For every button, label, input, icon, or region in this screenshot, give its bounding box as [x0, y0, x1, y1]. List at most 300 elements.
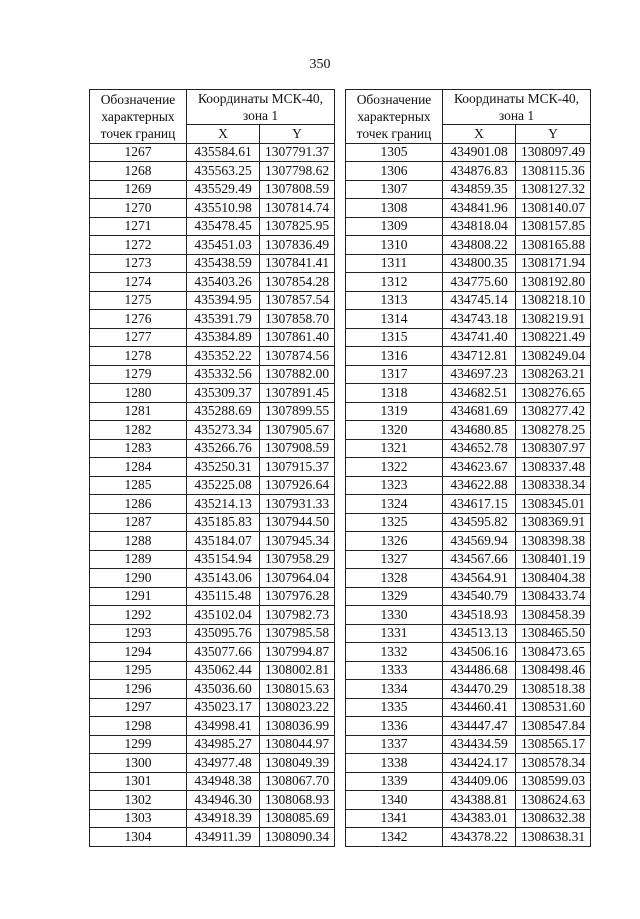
point-id-cell: 1268 — [90, 162, 187, 181]
point-id-cell: 1293 — [90, 624, 187, 643]
y-cell: 1308249.04 — [516, 347, 591, 366]
table-row — [90, 421, 335, 440]
table-row — [90, 310, 335, 329]
point-id-cell: 1333 — [346, 661, 443, 680]
y-cell: 1307915.37 — [260, 458, 335, 477]
x-cell: 434518.93 — [443, 606, 516, 625]
y-cell: 1308369.91 — [516, 513, 591, 532]
table-row — [346, 439, 591, 458]
y-cell: 1308624.63 — [516, 791, 591, 810]
y-cell: 1308547.84 — [516, 717, 591, 736]
x-cell: 435438.59 — [187, 254, 260, 273]
point-id-cell: 1282 — [90, 421, 187, 440]
coordinates-table-right — [345, 89, 591, 847]
y-cell: 1308638.31 — [516, 828, 591, 847]
y-cell: 1307858.70 — [260, 310, 335, 329]
x-cell: 435309.37 — [187, 384, 260, 403]
x-cell: 435451.03 — [187, 236, 260, 255]
x-cell: 434841.96 — [443, 199, 516, 218]
point-id-cell: 1278 — [90, 347, 187, 366]
y-cell: 1308565.17 — [516, 735, 591, 754]
x-cell: 435288.69 — [187, 402, 260, 421]
point-id-cell: 1327 — [346, 550, 443, 569]
point-id-cell: 1341 — [346, 809, 443, 828]
y-cell: 1308578.34 — [516, 754, 591, 773]
point-id-cell: 1339 — [346, 772, 443, 791]
point-id-cell: 1314 — [346, 310, 443, 329]
y-cell: 1307861.40 — [260, 328, 335, 347]
y-cell: 1307891.45 — [260, 384, 335, 403]
table-row — [90, 495, 335, 514]
point-id-cell: 1284 — [90, 458, 187, 477]
table-row — [90, 717, 335, 736]
table-row — [346, 587, 591, 606]
point-id-cell: 1317 — [346, 365, 443, 384]
x-cell: 434712.81 — [443, 347, 516, 366]
header-x: X — [187, 125, 260, 144]
x-cell: 435102.04 — [187, 606, 260, 625]
point-id-cell: 1270 — [90, 199, 187, 218]
table-row — [346, 365, 591, 384]
y-cell: 1308192.80 — [516, 273, 591, 292]
x-cell: 434808.22 — [443, 236, 516, 255]
x-cell: 434911.39 — [187, 828, 260, 847]
y-cell: 1308518.38 — [516, 680, 591, 699]
point-id-cell: 1323 — [346, 476, 443, 495]
point-id-cell: 1276 — [90, 310, 187, 329]
y-cell: 1308531.60 — [516, 698, 591, 717]
x-cell: 434745.14 — [443, 291, 516, 310]
x-cell: 435529.49 — [187, 180, 260, 199]
point-id-cell: 1304 — [90, 828, 187, 847]
point-id-cell: 1313 — [346, 291, 443, 310]
table-row — [90, 754, 335, 773]
table-row — [90, 476, 335, 495]
x-cell: 434998.41 — [187, 717, 260, 736]
table-row — [90, 347, 335, 366]
x-cell: 434388.81 — [443, 791, 516, 810]
point-id-cell: 1298 — [90, 717, 187, 736]
table-row — [346, 254, 591, 273]
x-cell: 434447.47 — [443, 717, 516, 736]
x-cell: 434682.51 — [443, 384, 516, 403]
y-cell: 1308632.38 — [516, 809, 591, 828]
table-row — [90, 162, 335, 181]
y-cell: 1308398.38 — [516, 532, 591, 551]
x-cell: 434567.66 — [443, 550, 516, 569]
y-cell: 1307985.58 — [260, 624, 335, 643]
y-cell: 1308433.74 — [516, 587, 591, 606]
point-id-cell: 1307 — [346, 180, 443, 199]
table-row — [346, 291, 591, 310]
x-cell: 435023.17 — [187, 698, 260, 717]
point-id-cell: 1301 — [90, 772, 187, 791]
point-id-cell: 1330 — [346, 606, 443, 625]
y-cell: 1307814.74 — [260, 199, 335, 218]
table-row — [90, 661, 335, 680]
x-cell: 434876.83 — [443, 162, 516, 181]
y-cell: 1307841.41 — [260, 254, 335, 273]
y-cell: 1308219.91 — [516, 310, 591, 329]
point-id-cell: 1289 — [90, 550, 187, 569]
point-id-cell: 1303 — [90, 809, 187, 828]
x-cell: 435154.94 — [187, 550, 260, 569]
y-cell: 1308401.19 — [516, 550, 591, 569]
header-point-designation: Обозначение характерных точек границ — [346, 90, 443, 144]
page-number: 350 — [309, 57, 331, 72]
x-cell: 434743.18 — [443, 310, 516, 329]
table-row — [90, 606, 335, 625]
y-cell: 1307982.73 — [260, 606, 335, 625]
table-row — [90, 532, 335, 551]
table-row — [346, 495, 591, 514]
table-row — [346, 310, 591, 329]
x-cell: 434470.29 — [443, 680, 516, 699]
x-cell: 435214.13 — [187, 495, 260, 514]
point-id-cell: 1275 — [90, 291, 187, 310]
point-id-cell: 1338 — [346, 754, 443, 773]
point-id-cell: 1297 — [90, 698, 187, 717]
x-cell: 435478.45 — [187, 217, 260, 236]
point-id-cell: 1296 — [90, 680, 187, 699]
x-cell: 434506.16 — [443, 643, 516, 662]
header-y: Y — [260, 125, 335, 144]
table-row — [346, 217, 591, 236]
y-cell: 1307857.54 — [260, 291, 335, 310]
y-cell: 1308115.36 — [516, 162, 591, 181]
point-id-cell: 1300 — [90, 754, 187, 773]
y-cell: 1308263.21 — [516, 365, 591, 384]
table-row — [346, 162, 591, 181]
table-row — [346, 458, 591, 477]
x-cell: 435563.25 — [187, 162, 260, 181]
table-row — [346, 680, 591, 699]
table-row — [346, 828, 591, 847]
table-row — [90, 791, 335, 810]
table-row — [90, 458, 335, 477]
y-cell: 1307836.49 — [260, 236, 335, 255]
point-id-cell: 1326 — [346, 532, 443, 551]
table-row — [90, 217, 335, 236]
point-id-cell: 1271 — [90, 217, 187, 236]
x-cell: 434680.85 — [443, 421, 516, 440]
x-cell: 434383.01 — [443, 809, 516, 828]
table-row — [346, 143, 591, 162]
y-cell: 1307808.59 — [260, 180, 335, 199]
point-id-cell: 1292 — [90, 606, 187, 625]
y-cell: 1308404.38 — [516, 569, 591, 588]
point-id-cell: 1291 — [90, 587, 187, 606]
point-id-cell: 1340 — [346, 791, 443, 810]
x-cell: 434622.88 — [443, 476, 516, 495]
table-row — [90, 698, 335, 717]
point-id-cell: 1274 — [90, 273, 187, 292]
x-cell: 434818.04 — [443, 217, 516, 236]
x-cell: 434409.06 — [443, 772, 516, 791]
point-id-cell: 1334 — [346, 680, 443, 699]
y-cell: 1308458.39 — [516, 606, 591, 625]
point-id-cell: 1299 — [90, 735, 187, 754]
x-cell: 434800.35 — [443, 254, 516, 273]
x-cell: 434378.22 — [443, 828, 516, 847]
table-row — [346, 569, 591, 588]
y-cell: 1308015.63 — [260, 680, 335, 699]
y-cell: 1307958.29 — [260, 550, 335, 569]
table-row — [346, 476, 591, 495]
table-row — [346, 606, 591, 625]
x-cell: 435095.76 — [187, 624, 260, 643]
table-row — [90, 680, 335, 699]
point-id-cell: 1306 — [346, 162, 443, 181]
point-id-cell: 1319 — [346, 402, 443, 421]
point-id-cell: 1331 — [346, 624, 443, 643]
x-cell: 434460.41 — [443, 698, 516, 717]
x-cell: 435077.66 — [187, 643, 260, 662]
y-cell: 1308140.07 — [516, 199, 591, 218]
table-row — [346, 328, 591, 347]
x-cell: 434918.39 — [187, 809, 260, 828]
x-cell: 435510.98 — [187, 199, 260, 218]
x-cell: 435115.48 — [187, 587, 260, 606]
table-row — [346, 402, 591, 421]
y-cell: 1308044.97 — [260, 735, 335, 754]
table-row — [346, 661, 591, 680]
table-row — [90, 828, 335, 847]
point-id-cell: 1285 — [90, 476, 187, 495]
x-cell: 435273.34 — [187, 421, 260, 440]
x-cell: 435332.56 — [187, 365, 260, 384]
point-id-cell: 1325 — [346, 513, 443, 532]
table-row — [90, 550, 335, 569]
y-cell: 1307964.04 — [260, 569, 335, 588]
table-row — [90, 199, 335, 218]
y-cell: 1308068.93 — [260, 791, 335, 810]
point-id-cell: 1280 — [90, 384, 187, 403]
table-row — [346, 550, 591, 569]
table-row — [346, 735, 591, 754]
table-row — [346, 421, 591, 440]
point-id-cell: 1329 — [346, 587, 443, 606]
y-cell: 1308085.69 — [260, 809, 335, 828]
y-cell: 1307899.55 — [260, 402, 335, 421]
y-cell: 1307905.67 — [260, 421, 335, 440]
header-y: Y — [516, 125, 591, 144]
table-row — [90, 772, 335, 791]
x-cell: 434775.60 — [443, 273, 516, 292]
x-cell: 435036.60 — [187, 680, 260, 699]
table-row — [346, 180, 591, 199]
table-row — [90, 291, 335, 310]
table-row — [346, 199, 591, 218]
x-cell: 434741.40 — [443, 328, 516, 347]
point-id-cell: 1342 — [346, 828, 443, 847]
point-id-cell: 1287 — [90, 513, 187, 532]
point-id-cell: 1316 — [346, 347, 443, 366]
y-cell: 1308002.81 — [260, 661, 335, 680]
y-cell: 1308067.70 — [260, 772, 335, 791]
point-id-cell: 1312 — [346, 273, 443, 292]
y-cell: 1308276.65 — [516, 384, 591, 403]
point-id-cell: 1295 — [90, 661, 187, 680]
y-cell: 1308036.99 — [260, 717, 335, 736]
y-cell: 1307976.28 — [260, 587, 335, 606]
point-id-cell: 1279 — [90, 365, 187, 384]
y-cell: 1308218.10 — [516, 291, 591, 310]
table-row — [346, 236, 591, 255]
table-row — [90, 439, 335, 458]
x-cell: 434595.82 — [443, 513, 516, 532]
table-row — [90, 180, 335, 199]
point-id-cell: 1318 — [346, 384, 443, 403]
table-row — [90, 624, 335, 643]
x-cell: 435391.79 — [187, 310, 260, 329]
point-id-cell: 1290 — [90, 569, 187, 588]
y-cell: 1307931.33 — [260, 495, 335, 514]
table-row — [346, 513, 591, 532]
point-id-cell: 1315 — [346, 328, 443, 347]
table-row — [90, 365, 335, 384]
x-cell: 435225.08 — [187, 476, 260, 495]
point-id-cell: 1286 — [90, 495, 187, 514]
x-cell: 434617.15 — [443, 495, 516, 514]
y-cell: 1308157.85 — [516, 217, 591, 236]
x-cell: 434946.30 — [187, 791, 260, 810]
table-row — [346, 809, 591, 828]
x-cell: 434513.13 — [443, 624, 516, 643]
y-cell: 1307994.87 — [260, 643, 335, 662]
y-cell: 1308090.34 — [260, 828, 335, 847]
point-id-cell: 1309 — [346, 217, 443, 236]
coordinates-table-left — [89, 89, 335, 847]
x-cell: 435143.06 — [187, 569, 260, 588]
table-row — [90, 236, 335, 255]
x-cell: 435062.44 — [187, 661, 260, 680]
table-row — [346, 624, 591, 643]
table-row — [90, 402, 335, 421]
y-cell: 1308023.22 — [260, 698, 335, 717]
x-cell: 434486.68 — [443, 661, 516, 680]
x-cell: 434681.69 — [443, 402, 516, 421]
point-id-cell: 1302 — [90, 791, 187, 810]
y-cell: 1307791.37 — [260, 143, 335, 162]
point-id-cell: 1273 — [90, 254, 187, 273]
table-row — [346, 754, 591, 773]
x-cell: 435384.89 — [187, 328, 260, 347]
y-cell: 1308171.94 — [516, 254, 591, 273]
y-cell: 1308337.48 — [516, 458, 591, 477]
y-cell: 1308465.50 — [516, 624, 591, 643]
header-coordinates: Координаты МСК-40, зона 1 — [443, 90, 591, 125]
x-cell: 434985.27 — [187, 735, 260, 754]
table-row — [90, 513, 335, 532]
point-id-cell: 1267 — [90, 143, 187, 162]
point-id-cell: 1336 — [346, 717, 443, 736]
x-cell: 434859.35 — [443, 180, 516, 199]
header-x: X — [443, 125, 516, 144]
y-cell: 1308221.49 — [516, 328, 591, 347]
y-cell: 1308278.25 — [516, 421, 591, 440]
y-cell: 1307908.59 — [260, 439, 335, 458]
x-cell: 435403.26 — [187, 273, 260, 292]
x-cell: 435250.31 — [187, 458, 260, 477]
x-cell: 435266.76 — [187, 439, 260, 458]
table-row — [90, 735, 335, 754]
y-cell: 1308338.34 — [516, 476, 591, 495]
point-id-cell: 1335 — [346, 698, 443, 717]
y-cell: 1308049.39 — [260, 754, 335, 773]
y-cell: 1308127.32 — [516, 180, 591, 199]
table-row — [90, 273, 335, 292]
table-row — [346, 347, 591, 366]
y-cell: 1307854.28 — [260, 273, 335, 292]
y-cell: 1308165.88 — [516, 236, 591, 255]
y-cell: 1308097.49 — [516, 143, 591, 162]
header-coordinates: Координаты МСК-40, зона 1 — [187, 90, 335, 125]
table-row — [90, 384, 335, 403]
point-id-cell: 1332 — [346, 643, 443, 662]
x-cell: 434697.23 — [443, 365, 516, 384]
x-cell: 435584.61 — [187, 143, 260, 162]
table-row — [90, 328, 335, 347]
x-cell: 434623.67 — [443, 458, 516, 477]
x-cell: 434948.38 — [187, 772, 260, 791]
table-row — [346, 698, 591, 717]
x-cell: 435185.83 — [187, 513, 260, 532]
x-cell: 435394.95 — [187, 291, 260, 310]
x-cell: 434540.79 — [443, 587, 516, 606]
point-id-cell: 1324 — [346, 495, 443, 514]
y-cell: 1307926.64 — [260, 476, 335, 495]
x-cell: 435352.22 — [187, 347, 260, 366]
table-row — [90, 143, 335, 162]
point-id-cell: 1337 — [346, 735, 443, 754]
table-row — [346, 273, 591, 292]
y-cell: 1308277.42 — [516, 402, 591, 421]
x-cell: 434977.48 — [187, 754, 260, 773]
point-id-cell: 1294 — [90, 643, 187, 662]
x-cell: 434564.91 — [443, 569, 516, 588]
table-row — [90, 569, 335, 588]
table-row — [346, 384, 591, 403]
x-cell: 434569.94 — [443, 532, 516, 551]
point-id-cell: 1308 — [346, 199, 443, 218]
x-cell: 434434.59 — [443, 735, 516, 754]
table-row — [346, 532, 591, 551]
header-point-designation: Обозначение характерных точек границ — [90, 90, 187, 144]
y-cell: 1307882.00 — [260, 365, 335, 384]
table-row — [90, 254, 335, 273]
y-cell: 1308498.46 — [516, 661, 591, 680]
x-cell: 434652.78 — [443, 439, 516, 458]
point-id-cell: 1328 — [346, 569, 443, 588]
table-row — [90, 809, 335, 828]
point-id-cell: 1322 — [346, 458, 443, 477]
point-id-cell: 1305 — [346, 143, 443, 162]
point-id-cell: 1272 — [90, 236, 187, 255]
y-cell: 1308307.97 — [516, 439, 591, 458]
point-id-cell: 1283 — [90, 439, 187, 458]
y-cell: 1307944.50 — [260, 513, 335, 532]
point-id-cell: 1311 — [346, 254, 443, 273]
y-cell: 1307874.56 — [260, 347, 335, 366]
point-id-cell: 1269 — [90, 180, 187, 199]
y-cell: 1308473.65 — [516, 643, 591, 662]
point-id-cell: 1288 — [90, 532, 187, 551]
y-cell: 1308599.03 — [516, 772, 591, 791]
table-row — [346, 791, 591, 810]
table-row — [346, 643, 591, 662]
point-id-cell: 1281 — [90, 402, 187, 421]
